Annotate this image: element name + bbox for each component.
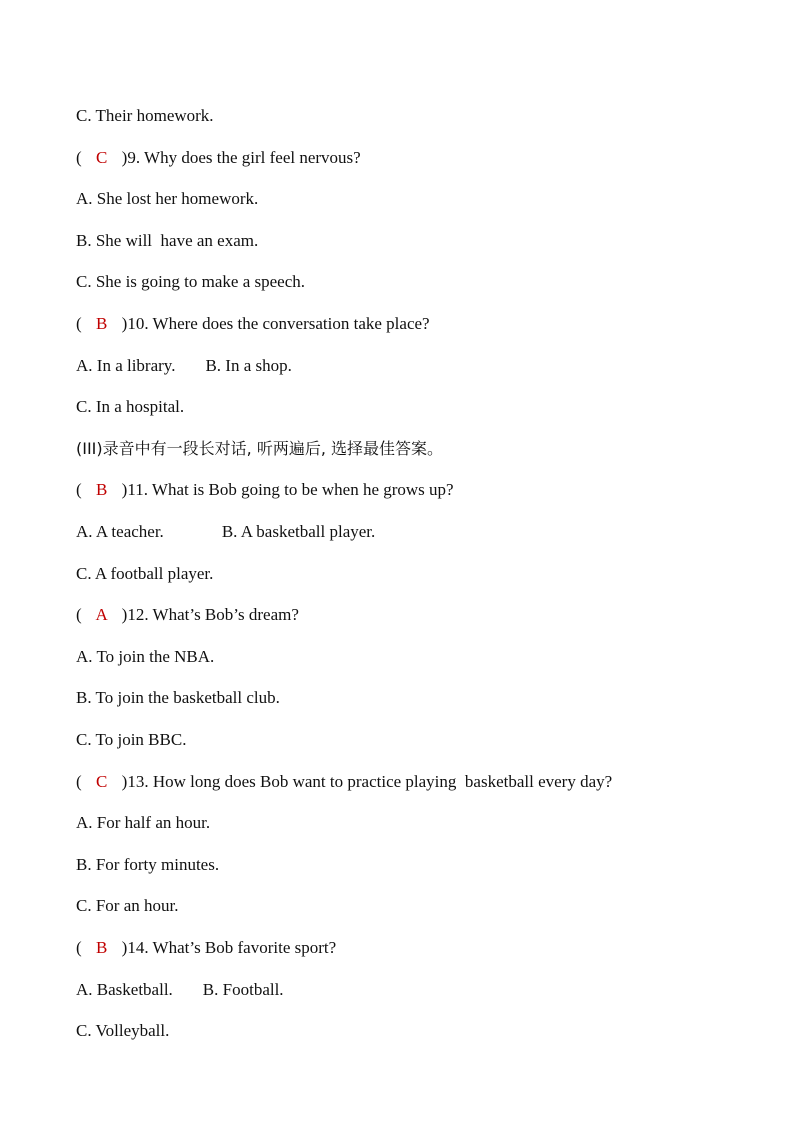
q12-stem: )12. What’s Bob’s dream? — [121, 605, 299, 624]
q13-answer: C — [96, 772, 108, 791]
q11-question — [76, 479, 454, 501]
q9-answer: C — [96, 148, 108, 167]
q12-answer: A — [95, 605, 108, 624]
q14-stem: )14. What’s Bob favorite sport? — [121, 938, 337, 957]
section-heading: (III)录音中有一段长对话, 听两遍后, 选择最佳答案。 — [76, 439, 443, 458]
q10-question — [76, 313, 430, 335]
q12-paren: ( — [76, 605, 82, 624]
q8-option-c: C. Their homework. — [76, 106, 214, 125]
q10-option-a: A. In a library. — [76, 356, 176, 375]
q14-question — [76, 937, 336, 959]
q10-option-b: B. In a shop. — [205, 356, 292, 375]
q14-options-ab — [76, 979, 284, 1001]
q9-option-c: C. She is going to make a speech. — [76, 272, 305, 291]
q10-answer: B — [96, 314, 108, 333]
q12-option-b: B. To join the basketball club. — [76, 688, 280, 707]
q10-option-c: C. In a hospital. — [76, 397, 185, 416]
q12-question — [76, 604, 299, 626]
q14-option-b: B. Football. — [202, 980, 284, 999]
q12-option-c: C. To join BBC. — [76, 730, 187, 749]
q14-paren: ( — [76, 938, 82, 957]
q9-option-b: B. She will have an exam. — [76, 231, 259, 250]
q9-paren: ( — [76, 148, 82, 167]
q12-option-a: A. To join the NBA. — [76, 647, 215, 666]
q9-stem: )9. Why does the girl feel nervous? — [121, 148, 361, 167]
q11-option-a: A. A teacher. — [76, 522, 164, 541]
q13-option-c: C. For an hour. — [76, 896, 179, 915]
q13-option-b: B. For forty minutes. — [76, 855, 220, 874]
q11-option-c: C. A football player. — [76, 564, 214, 583]
q10-options-ab — [76, 355, 292, 377]
q11-options-ab — [76, 521, 375, 543]
q11-answer: B — [96, 480, 108, 499]
q9-option-a: A. She lost her homework. — [76, 189, 259, 208]
q14-option-a: A. Basketball. — [76, 980, 173, 999]
q14-option-c: C. Volleyball. — [76, 1021, 170, 1040]
q13-question — [76, 771, 612, 793]
q11-option-b: B. A basketball player. — [221, 522, 376, 541]
q13-option-a: A. For half an hour. — [76, 813, 211, 832]
q14-answer: B — [96, 938, 108, 957]
q13-paren: ( — [76, 772, 82, 791]
q13-stem: )13. How long does Bob want to practice playing basketball every day? — [121, 772, 613, 791]
q10-paren: ( — [76, 314, 82, 333]
q11-paren: ( — [76, 480, 82, 499]
q10-stem: )10. Where does the conversation take place? — [121, 314, 430, 333]
q9-question — [76, 147, 361, 169]
q11-stem: )11. What is Bob going to be when he grows up? — [121, 480, 454, 499]
